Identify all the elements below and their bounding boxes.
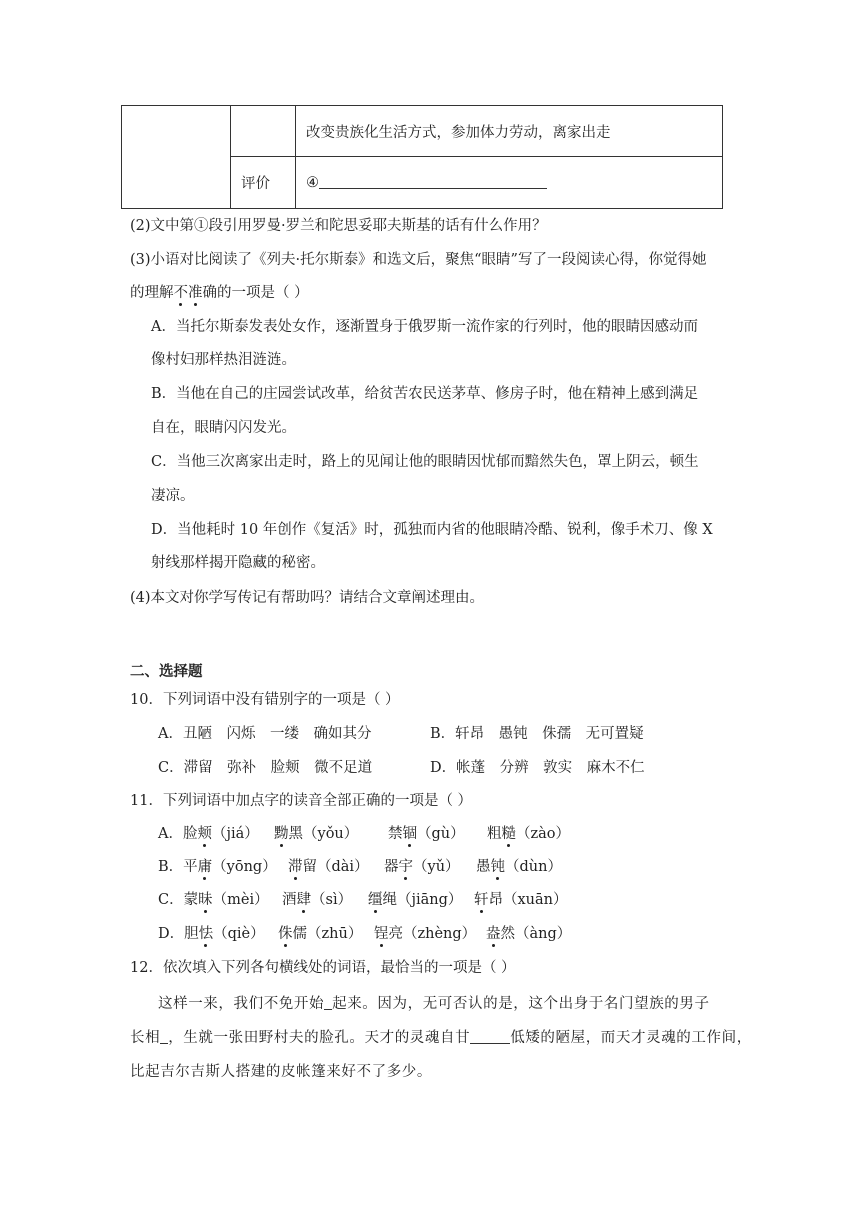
- option-d: D．当他耗时 10 年创作《复活》时，孤独而内省的他眼睛冷酷、锐利，像手术刀、像 X: [151, 522, 713, 538]
- q12-passage-line3: 比起吉尔吉斯人搭建的皮帐篷来好不了多少。: [130, 1064, 432, 1080]
- q11-option-a: A．脸颊（jiá） 黝黑（yǒu） 禁锢（gù） 粗糙（zào）: [158, 826, 571, 842]
- q10-option-a: A．丑陋 闪烁 一缕 确如其分: [158, 726, 372, 742]
- question-2: (2)文中第①段引用罗曼·罗兰和陀思妥耶夫斯基的话有什么作用？: [130, 218, 547, 234]
- question-3-stem-cont: 的理解不准确的一项是（ ）: [130, 285, 309, 301]
- option-c-cont: 凄凉。: [151, 488, 195, 504]
- option-c: C．当他三次离家出走时，路上的见闻让他的眼睛因忧郁而黯然失色，罩上阴云，顿生: [151, 454, 699, 470]
- table-cell-empty: [122, 106, 231, 209]
- q11-option-c: C．蒙昧（mèi） 酒肆（sì） 缰绳（jiāng） 轩昂（xuān）: [158, 892, 568, 908]
- q11-option-b: B．平庸（yōng） 滞留（dài） 器宇（yǔ） 愚钝（dùn）: [158, 859, 562, 875]
- fill-blank-2: [160, 1029, 168, 1044]
- answer-blank: [319, 174, 547, 189]
- q10-option-b: B．轩昂 愚钝 侏孺 无可置疑: [430, 726, 644, 742]
- question-10-stem: 10．下列词语中没有错别字的一项是（ ）: [130, 692, 400, 708]
- table-cell-label: 评价: [231, 157, 296, 209]
- option-b: B．当他在自己的庄园尝试改革，给贫苦农民送茅草、修房子时，他在精神上感到满足: [151, 386, 699, 402]
- question-4: (4)本文对你学写传记有帮助吗？请结合文章阐述理由。: [130, 590, 485, 606]
- option-b-cont: 自在，眼睛闪闪发光。: [151, 420, 296, 436]
- q12-passage-line2: 长相 ，生就一张田野村夫的脸孔。天才的灵魂自甘 低矮的陋屋，而天才灵魂的工作间，: [130, 1030, 752, 1046]
- q12-passage-line1: 这样一来，我们不免开始 起来。因为，无可否认的是，这个出身于名门望族的男子: [158, 996, 710, 1012]
- emphasis-dot: 准: [188, 285, 203, 301]
- table-cell-content: 改变贵族化生活方式，参加体力劳动，离家出走: [296, 106, 723, 157]
- table-row: [122, 106, 723, 157]
- fill-blank-1: [324, 995, 332, 1010]
- evaluation-table: [121, 105, 723, 209]
- emphasis-dot: 不: [173, 285, 188, 301]
- q11-option-d: D．胆怯（qiè） 侏儒（zhū） 锃亮（zhèng） 盎然（àng）: [158, 926, 572, 942]
- option-a: A．当托尔斯泰发表处女作，逐渐置身于俄罗斯一流作家的行列时，他的眼睛因感动而: [151, 319, 698, 335]
- q10-option-d: D．帐蓬 分辨 敦实 麻木不仁: [430, 760, 645, 776]
- question-12-stem: 12．依次填入下列各句横线处的词语，最恰当的一项是（ ）: [130, 960, 516, 976]
- q10-option-c: C．滞留 弥补 脸颊 微不足道: [158, 760, 373, 776]
- option-d-cont: 射线那样揭开隐藏的秘密。: [151, 555, 325, 571]
- fill-blank-3: [470, 1029, 510, 1044]
- question-11-stem: 11．下列词语中加点字的读音全部正确的一项是（ ）: [130, 793, 473, 809]
- question-3-stem: (3)小语对比阅读了《列夫·托尔斯泰》和选文后，聚焦“眼睛”写了一段阅读心得，你觉得她: [130, 252, 707, 268]
- option-a-cont: 像村妇那样热泪涟涟。: [151, 352, 296, 368]
- table-cell-answer: ④: [296, 157, 723, 209]
- section-title: 二、选择题: [130, 663, 203, 680]
- table-cell-empty: [231, 106, 296, 157]
